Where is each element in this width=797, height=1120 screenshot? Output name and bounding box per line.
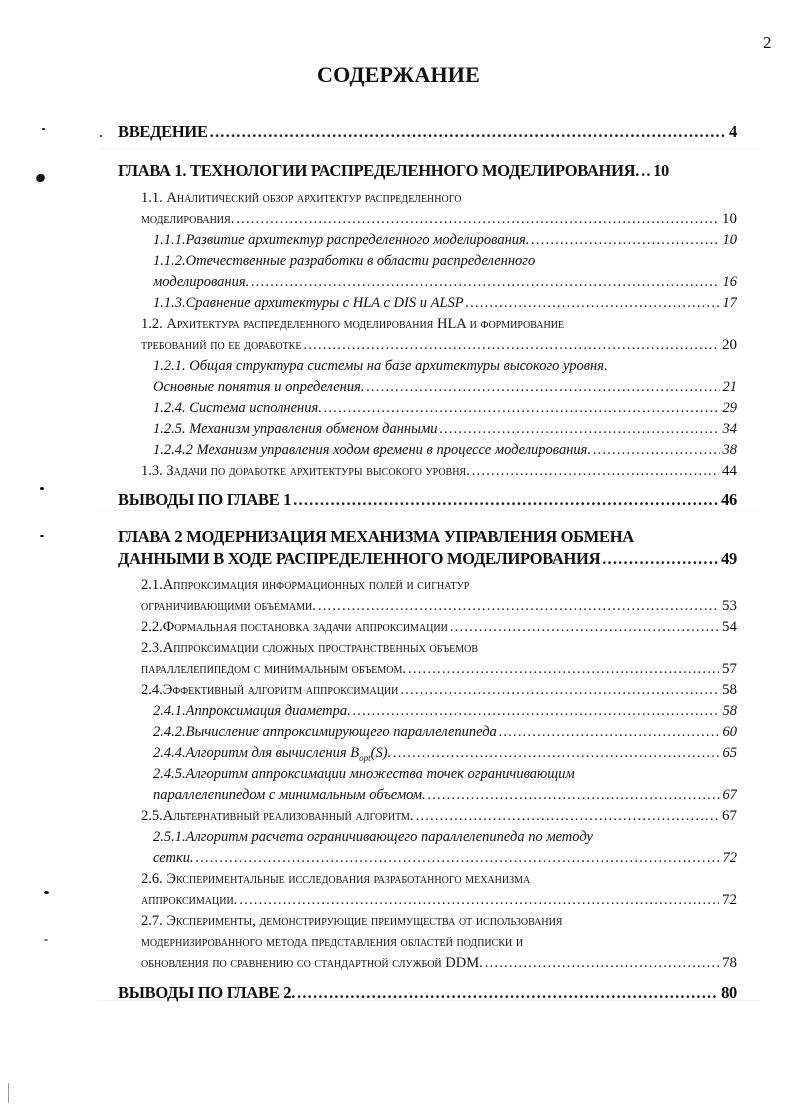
page-ref: 44 bbox=[722, 463, 737, 479]
page-ref: 46 bbox=[721, 490, 737, 509]
leader-dots bbox=[293, 490, 718, 510]
toc-entry-2-3-line1[interactable]: 2.3.Аппроксимации сложных пространственных объемов bbox=[141, 640, 479, 656]
toc-entry-2-4-5-line1[interactable]: 2.4.5.Алгоритм аппроксимации множества точек ограничивающим bbox=[153, 766, 575, 782]
leader-dots bbox=[297, 983, 718, 1003]
toc-entry-1-1[interactable]: моделирования. ..... 10 bbox=[141, 211, 737, 228]
scan-speck bbox=[40, 487, 44, 490]
page-ref: 67 bbox=[722, 808, 737, 824]
toc-entry-2-5-1[interactable]: сетки. ..... 72 bbox=[153, 850, 737, 867]
leader-dots bbox=[428, 787, 720, 804]
toc-entry-1-2-5[interactable]: 1.2.5. Механизм управления обменом данными ..... 34 bbox=[153, 421, 737, 438]
page-ref: 34 bbox=[722, 421, 737, 437]
leader-dots bbox=[499, 724, 720, 741]
toc-entry-2-7-line2[interactable]: модернизированного метода представления областей подписки и bbox=[141, 934, 524, 950]
leader-dots bbox=[196, 850, 720, 867]
leader-dots bbox=[210, 122, 726, 142]
toc-entry-1-1-line1[interactable]: 1.1. Аналитический обзор архитектур распределенного bbox=[141, 190, 462, 206]
scan-speck bbox=[42, 128, 45, 130]
toc-entry-2-7-line1[interactable]: 2.7. Эксперименты, демонстрирующие преимущества от использования bbox=[141, 913, 563, 929]
page-ref: 17 bbox=[722, 295, 737, 311]
page-ref: 53 bbox=[722, 598, 737, 614]
toc-entry-1-3[interactable]: 1.3. Задачи по доработке архитектуры высокого уровня. ..... 44 bbox=[141, 463, 737, 480]
page-ref: 80 bbox=[721, 983, 737, 1002]
toc-entry-chapter-2-line1[interactable]: ГЛАВА 2 МОДЕРНИЗАЦИЯ МЕХАНИЗМА УПРАВЛЕНИЯ ОБМЕНА bbox=[118, 527, 634, 546]
toc-entry-2-2[interactable]: 2.2.Формальная постановка задачи аппроксимации ..... 54 bbox=[141, 619, 737, 636]
leader-dots bbox=[251, 274, 719, 291]
toc-entry-1-1-1[interactable]: 1.1.1.Развитие архитектур распределенного моделирования. ..... 10 bbox=[153, 232, 737, 249]
toc-entry-1-1-2[interactable]: моделирования. ..... 16 bbox=[153, 274, 737, 291]
scan-blot bbox=[35, 172, 47, 183]
toc-entry-conclusions-2[interactable]: ВЫВОДЫ ПО ГЛАВЕ 2. ..... 80 bbox=[118, 983, 737, 1003]
leader-dots bbox=[450, 619, 719, 636]
page-ref: 16 bbox=[722, 274, 737, 290]
page-ref: 21 bbox=[722, 379, 737, 395]
page-ref: 58 bbox=[722, 703, 737, 719]
page-ref: 49 bbox=[721, 549, 737, 568]
leader-dots bbox=[303, 337, 719, 354]
leader-dots bbox=[393, 745, 719, 762]
toc-entry-1-2-1[interactable]: Основные понятия и определения. ..... 21 bbox=[153, 379, 737, 396]
leader-dots bbox=[236, 211, 719, 228]
page-ref: 60 bbox=[722, 724, 737, 740]
toc-entry-2-4-5[interactable]: параллелепипедом с минимальным объемом. ..... 67 bbox=[153, 787, 737, 804]
page-ref: 10 bbox=[722, 232, 737, 248]
page-ref: 58 bbox=[722, 682, 737, 698]
page-ref: 38 bbox=[722, 442, 737, 458]
leader-dots bbox=[408, 661, 719, 678]
toc-entry-1-2-4[interactable]: 1.2.4. Система исполнения. ..... 29 bbox=[153, 400, 737, 417]
toc-entry-2-1[interactable]: ограничивающими объемами. ..... 53 bbox=[141, 598, 737, 615]
toc-entry-2-6[interactable]: аппроксимации. ..... 72 bbox=[141, 892, 737, 909]
leader-dots bbox=[353, 703, 720, 720]
toc-entry-chapter-1[interactable]: ГЛАВА 1. ТЕХНОЛОГИИ РАСПРЕДЕЛЕННОГО МОДЕЛИРОВАНИЯ. ..... 10 bbox=[118, 161, 737, 181]
scan-speck bbox=[40, 535, 44, 537]
toc-entry-1-2-4-2[interactable]: 1.2.4.2 Механизм управления ходом времени в процессе моделирования. ..... 38 bbox=[153, 442, 737, 459]
leader-dots bbox=[602, 549, 718, 569]
leader-dots bbox=[400, 682, 719, 699]
toc-entry-2-4-1[interactable]: 2.4.1.Аппроксимация диаметра. ..... 58 bbox=[153, 703, 737, 720]
page-ref: 78 bbox=[722, 955, 737, 971]
leader-dots bbox=[318, 598, 719, 615]
divider bbox=[100, 510, 760, 511]
toc-entry-1-1-2-line1[interactable]: 1.1.2.Отечественные разработки в области распределенного bbox=[153, 253, 536, 269]
toc-entry-1-2-line1[interactable]: 1.2. Архитектура распределенного моделирования HLA и формирование bbox=[141, 316, 565, 332]
page-number: 2 bbox=[763, 33, 772, 52]
page-ref: 4 bbox=[729, 122, 737, 141]
scan-speck bbox=[44, 939, 48, 941]
divider bbox=[100, 148, 760, 149]
leader-dots bbox=[366, 379, 719, 396]
toc-entry-2-6-line1[interactable]: 2.6. Экспериментальные исследования разработанного механизма bbox=[141, 871, 531, 887]
leader-dots bbox=[416, 808, 719, 825]
leader-dots bbox=[239, 892, 719, 909]
scan-edge-line bbox=[8, 1083, 9, 1103]
toc-entry-1-2[interactable]: требований по ее доработке ..... 20 bbox=[141, 337, 737, 354]
leader-dots bbox=[466, 295, 720, 312]
leader-dots bbox=[324, 400, 720, 417]
page-ref: 72 bbox=[722, 850, 737, 866]
leader-dots bbox=[439, 421, 719, 438]
leader-dots bbox=[472, 463, 719, 480]
toc-entry-2-1-line1[interactable]: 2.1.Аппроксимация информационных полей и сигнатур bbox=[141, 577, 470, 593]
leader-dots bbox=[531, 232, 719, 249]
leader-dots bbox=[485, 955, 719, 972]
toc-entry-conclusions-1[interactable]: ВЫВОДЫ ПО ГЛАВЕ 1 ..... 46 bbox=[118, 490, 737, 510]
leader-dots bbox=[641, 161, 650, 181]
toc-entry-2-3[interactable]: параллелепипедом с минимальным объемом. ..... 57 bbox=[141, 661, 737, 678]
toc-entry-introduction[interactable]: ВВЕДЕНИЕ ..... 4 bbox=[118, 122, 737, 142]
page-ref: 10 bbox=[653, 161, 669, 180]
leader-dots bbox=[593, 442, 719, 459]
page-ref: 57 bbox=[722, 661, 737, 677]
toc-entry-2-5[interactable]: 2.5.Альтернативный реализованный алгоритм. ..... 67 bbox=[141, 808, 737, 825]
toc-entry-1-1-3[interactable]: 1.1.3.Сравнение архитектуры с HLA с DIS и ALSP ..... 17 bbox=[153, 295, 737, 312]
page-ref: 67 bbox=[722, 787, 737, 803]
toc-entry-chapter-2[interactable]: ДАННЫМИ В ХОДЕ РАСПРЕДЕЛЕННОГО МОДЕЛИРОВАНИЯ ..... 49 bbox=[118, 549, 737, 569]
toc-entry-2-4-2[interactable]: 2.4.2.Вычисление аппроксимирующего параллелепипеда ..... 60 bbox=[153, 724, 737, 741]
toc-entry-1-2-1-line1[interactable]: 1.2.1. Общая структура системы на базе архитектуры высокого уровня. bbox=[153, 358, 608, 374]
page-ref: 65 bbox=[722, 745, 737, 761]
scan-speck bbox=[100, 135, 102, 137]
page-title: СОДЕРЖАНИЕ bbox=[317, 62, 480, 87]
toc-entry-2-4-4[interactable]: 2.4.4.Алгоритм для вычисления $B_{opt}(S)$. ..... 65 bbox=[153, 745, 737, 763]
toc-entry-2-7[interactable]: обновления по сравнению со стандартной службой DDM. ..... 78 bbox=[141, 955, 737, 972]
toc-entry-2-4[interactable]: 2.4.Эффективный алгоритм аппроксимации ..... 58 bbox=[141, 682, 737, 699]
scan-speck bbox=[44, 891, 49, 894]
page-ref: 72 bbox=[722, 892, 737, 908]
page-ref: 54 bbox=[722, 619, 737, 635]
toc-entry-2-5-1-line1[interactable]: 2.5.1.Алгоритм расчета ограничивающего параллелепипеда по методу bbox=[153, 829, 593, 845]
page-ref: 20 bbox=[722, 337, 737, 353]
page-ref: 10 bbox=[722, 211, 737, 227]
page-ref: 29 bbox=[722, 400, 737, 416]
